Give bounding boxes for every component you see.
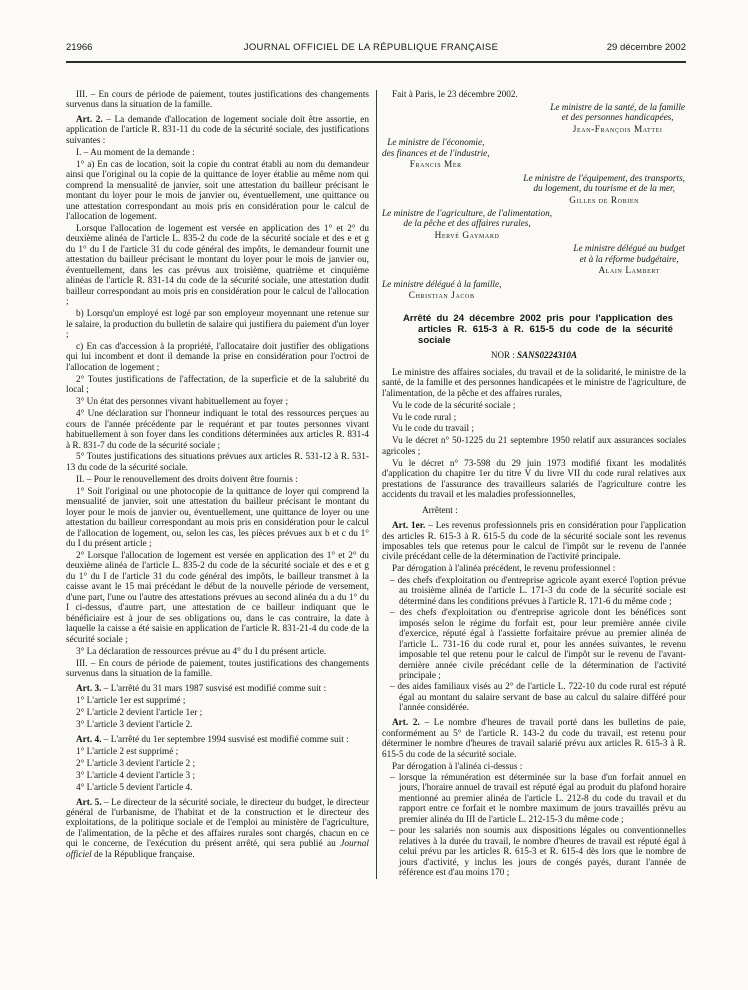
running-head: [66, 42, 686, 63]
article-number: Art. 2.: [76, 114, 103, 125]
paragraph: Vu le code du travail ;: [392, 424, 474, 435]
paragraph: 4° L'article 5 devient l'article 4.: [76, 782, 193, 793]
article-number: Art. 4.: [76, 734, 102, 745]
minister-title-line: Le ministre de l'économie,: [387, 138, 485, 149]
article-paragraph: Art. 5. – Le directeur de la sécurité sociale, le directeur du budget, le directeur général de l'urbanisme, de l'habitat et de la construction et le directeur des exploitations, de la politique sociale et de l'emploi au ministère de l'agriculture, de l'alimentation, de la pêche et des affaires rurales sont chargés, chacun en ce qui le concerne, de l'exécution du présent arrêté, qui sera publié au Journal officiel de la République française.: [66, 797, 369, 860]
nor-reference: [382, 350, 686, 360]
paragraph: Fait à Paris, le 23 décembre 2002.: [392, 89, 518, 100]
article-paragraph: Art. 1er. – Les revenus professionnels pris en considération pour l'application des articles R. 615-3 à R. 615-5 du code de la sécurité sociale sont les revenus imposables tels que retenus pour le calcul de l'impôt sur le revenu de l'année civile précédant celle de la détermination de l'activité principale.: [382, 521, 686, 563]
minister-signature: [573, 244, 685, 276]
minister-name: Hervé Gaymard: [434, 230, 500, 241]
paragraph: 3° L'article 3 devient l'article 2.: [76, 719, 193, 730]
paragraph: 1° a) En cas de location, soit la copie du contrat établi au nom du demandeur ainsi que l'original ou la copie de la quittance de loyer établie au même nom qui comprend la mensualité de janvier, soit une attestation du bailleur précisant le montant du loyer pour le mois de janvier ou, éventuellement, une quittance ou une attestation correspondant au mois pris en considération pour le calcul de l'allocation de logement.: [66, 159, 369, 222]
paragraph: Par dérogation à l'alinéa précédent, le revenu professionnel :: [392, 564, 616, 575]
paragraph: II. – Pour le renouvellement des droits doivent être fournis :: [76, 474, 298, 485]
minister-name: Christian Jacob: [408, 291, 475, 302]
minister-signature: [382, 280, 501, 302]
article-paragraph: Art. 3. – L'arrêté du 31 mars 1987 susvisé est modifié comme suit :: [76, 683, 327, 694]
article-paragraph: Art. 2. – Le nombre d'heures de travail porté dans les bulletins de paie, conformément au 5° de l'article R. 143-2 du code du travail, est retenu pour déterminer le nombre d'heures de travail salarié prévu aux articles R. 615-3 à R. 615-5 du code de la sécurité sociale.: [382, 718, 686, 760]
minister-name: Jean-François Mattei: [572, 124, 663, 135]
minister-title-line: des finances et de l'industrie,: [382, 148, 490, 159]
minister-title-line: de la pêche et des affaires rurales,: [403, 219, 531, 230]
list-item: – des chefs d'exploitation ou d'entreprise agricole ayant exercé l'option prévue au troisième alinéa de l'article L. 171-3 du code de la sécurité sociale est déterminé dans les conditions prévues à l'article R. 171-6 du même code ;: [390, 575, 686, 607]
minister-name: Alain Lambert: [598, 266, 660, 277]
list-item: – des chefs d'exploitation ou d'entreprise agricole dont les bénéfices sont imposés selon le régime du forfait est, pour leur première année civile d'exercice, réputé égal à l'assiette forfaitaire prévue au premier alinéa de l'article L. 731-16 du code rural et, pour les années suivantes, le revenu imposable tel que retenu pour le calcul de l'impôt sur le revenu de l'avant-dernière année civile précédant celle de la détermination de l'activité principale ;: [390, 608, 686, 681]
article-number: Art. 3.: [76, 683, 102, 694]
minister-title-line: Le ministre de l'équipement, des transports,: [523, 173, 685, 184]
arretent-line: Arrêtent :: [422, 506, 458, 517]
paragraph: b) Lorsqu'un employé est logé par son employeur moyennant une retenue sur le salaire, la production du bulletin de salaire qui justifiera du paiement d'un loyer ;: [66, 309, 369, 340]
paragraph: 3° Un état des personnes vivant habituellement au foyer ;: [76, 397, 289, 408]
minister-signature: [382, 138, 490, 170]
paragraph: Vu le décret n° 50-1225 du 21 septembre 1950 relatif aux assurances sociales agricoles ;: [382, 436, 686, 457]
list-item: – des aides familiaux visés au 2° de l'article L. 722-10 du code rural est réputé égal au montant du salaire servant de base au calcul du salaire différé pour l'année considérée.: [390, 682, 686, 714]
paragraph: Par dérogation à l'alinéa ci-dessus :: [392, 761, 523, 772]
minister-title-line: Le ministre de la santé, de la famille: [550, 102, 685, 113]
article-paragraph: Art. 4. – L'arrêté du 1er septembre 1994 susvisé est modifié comme suit :: [76, 734, 349, 745]
right-column: [382, 88, 686, 879]
article-number: Art. 5.: [76, 797, 102, 808]
paragraph: 1° L'article 1er est supprimé ;: [76, 695, 186, 706]
italic-text: Journal officiel: [66, 839, 369, 860]
issue-date: 29 décembre 2002: [606, 42, 686, 53]
paragraph: 5° Toutes justifications des situations prévues aux articles R. 531-12 à R. 531-13 du code de la sécurité sociale.: [66, 452, 369, 473]
list-item: – lorsque la rémunération est déterminée sur la base d'un forfait annuel en jours, l'horaire annuel de travail est réputé égal au produit du plafond horaire mentionné au premier alinéa de l'article L. 212-8 du code du travail et du rapport entre ce forfait et le nombre maximum de jours travaillés prévu au premier alinéa du III de l'article L. 212-15-3 du même code ;: [390, 773, 686, 825]
minister-title-line: Le ministre délégué au budget: [573, 244, 685, 255]
paragraph: 2° L'article 3 devient l'article 2 ;: [76, 758, 196, 769]
italic-text: SANS0224310A: [516, 350, 578, 361]
minister-signature: [523, 174, 685, 206]
article-number: Art. 2.: [392, 718, 420, 729]
list-item: – pour les salariés non soumis aux dispositions légales ou conventionnelles relatives à la durée du travail, le nombre d'heures de travail est réputé égal à celui prévu par les articles R. 615-3 et R. 615-4 dès lors que le nombre de jours d'activité, y inclus les jours de congés payés, durant l'année de référence est d'au moins 170 ;: [390, 826, 686, 879]
minister-title-line: Le ministre de l'agriculture, de l'alimentation,: [382, 209, 553, 220]
minister-signature: [382, 209, 552, 241]
paragraph: c) En cas d'accession à la propriété, l'allocataire doit justifier des obligations qui lui incombent et dont il demande la prise en considération pour l'octroi de l'allocation de logement ;: [66, 341, 369, 373]
minister-title-line: du logement, du tourisme et de la mer,: [533, 184, 675, 195]
paragraph: Vu le code rural ;: [392, 412, 457, 423]
paragraph: I. – Au moment de la demande :: [76, 147, 195, 158]
paragraph: Vu le décret n° 73-598 du 29 juin 1973 modifié fixant les modalités d'application du chapitre 1er du titre V du livre VII du code rural relatives aux prestations de l'assurance des travailleurs salariés de l'agriculture contre les accidents du travail et les maladies professionnelles,: [382, 458, 686, 501]
minister-title-line: et des personnes handicapées,: [561, 113, 674, 124]
minister-name: Francis Mer: [409, 160, 462, 171]
body-columns: [66, 88, 686, 879]
minister-name: Gilles de Robien: [569, 195, 640, 206]
paragraph: 3° L'article 4 devient l'article 3 ;: [76, 770, 196, 781]
minister-title-line: et à la réforme budgétaire,: [579, 254, 679, 265]
paragraph: 2° L'article 2 devient l'article 1er ;: [76, 707, 203, 718]
column-divider: [376, 90, 377, 879]
minister-title-line: Le ministre délégué à la famille,: [382, 279, 502, 290]
paragraph: Lorsque l'allocation de logement est versée en application des 1° et 2° du deuxième alinéa de l'article L. 835-2 du code de la sécurité sociale et des e et g du 1° du I de l'article 31 du code général des impôts, le demandeur fournit une attestation du bailleur précisant le montant du loyer pour le mois de janvier ou, éventuellement, dans les cas prévus aux troisième, quatrième et cinquième alinéas de l'article R. 831-14 du code de la sécurité sociale, une attestation dudit bailleur correspondant au mois pris en considération pour le calcul de l'allocation ;: [66, 223, 369, 308]
paragraph: Vu le code de la sécurité sociale ;: [392, 400, 516, 411]
paragraph: 2° Toutes justifications de l'affectation, de la superficie et de la salubrité du local ;: [66, 374, 369, 396]
arrete-title: Arrêté du 24 décembre 2002 pris pour l'application des articles R. 615-3 à R. 615-5 du code de la sécurité sociale: [403, 312, 673, 347]
paragraph: 1° Soit l'original ou une photocopie de la quittance de loyer qui comprend la mensualité de janvier, soit une attestation du bailleur précisant le montant du loyer pour le mois de janvier ou, éventuellement, une quittance de loyer ou une attestation du bailleur correspondant au mois pris en considération pour le calcul de l'allocation de logement, ou, selon les cas, les pièces prévues aux b et c du 1° du I du présent article ;: [66, 486, 369, 550]
article-number: NOR :: [490, 350, 517, 361]
paragraph: III. – En cours de période de paiement, toutes justifications des changements survenus dans la situation de la famille.: [66, 658, 369, 680]
paragraph: 3° La déclaration de ressources prévue au 4° du I du présent article.: [76, 646, 327, 657]
paragraph: 4° Une déclaration sur l'honneur indiquant le total des ressources perçues au cours de l'année précédente par le requérant et par toutes personnes vivant habituellement à son foyer dans les conditions déterminées aux articles R. 831-4 à R. 831-7 du code de la sécurité sociale ;: [66, 409, 369, 451]
left-column: [66, 88, 369, 879]
article-number: Art. 1er.: [392, 521, 426, 532]
article-paragraph: Art. 2. – La demande d'allocation de logement sociale doit être assortie, en application de l'article R. 831-11 du code de la sécurité sociale, des justifications suivantes :: [66, 114, 369, 146]
paragraph: III. – En cours de période de paiement, toutes justifications des changements survenus dans la situation de la famille.: [66, 89, 369, 110]
journal-title: JOURNAL OFFICIEL DE LA RÉPUBLIQUE FRANÇAISE: [243, 42, 499, 53]
paragraph: 1° L'article 2 est supprimé ;: [76, 746, 179, 757]
paragraph: Le ministre des affaires sociales, du travail et de la solidarité, le ministre de la santé, de la famille et des personnes handicapées et le ministre de l'agriculture, de l'alimentation, de la pêche et des affaires rurales,: [382, 367, 686, 399]
minister-signature: [550, 103, 685, 135]
page-number: 21966: [66, 42, 93, 53]
paragraph: 2° Lorsque l'allocation de logement est versée en application des 1° et 2° du deuxième alinéa de l'article L. 835-2 du code de la sécurité sociale et des e et g du 1° du I de l'article 31 du code général des impôts, le bailleur transmet à la caisse avant le 15 mai précédant le début de la nouvelle période de versement, d'une part, l'une ou l'autre des attestations prévues au second alinéa du a du 1° du I ci-dessus, d'autre part, une attestation de ce bailleur indiquant que le bénéficiaire est à jour de ses obligations ou, dans le cas contraire, la date à laquelle la caisse a été saisie en application de l'article R. 831-21-4 du code de la sécurité sociale ;: [66, 551, 369, 645]
